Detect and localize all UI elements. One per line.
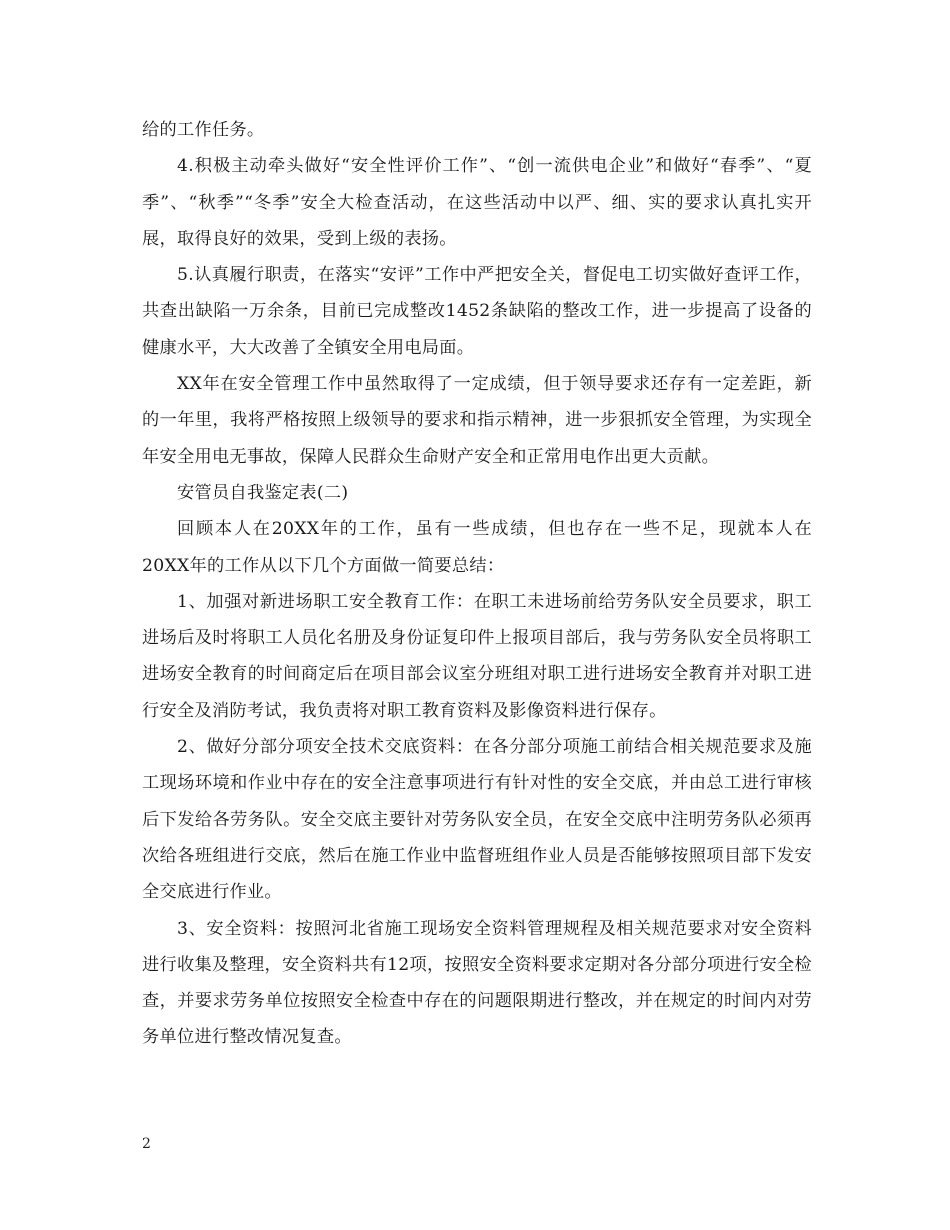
paragraph-item-4: 4.积极主动牵头做好“安全性评价工作”、“创一流供电企业”和做好“春季”、“夏季”、“秋季”“冬季”安全大检查活动，在这些活动中以严、细、实的要求认真扎实开展，取得良好的效果，受到上级的表扬。 bbox=[142, 156, 812, 249]
section-heading: 安管员自我鉴定表(二) bbox=[177, 482, 349, 503]
document-body bbox=[142, 112, 812, 1056]
paragraph-point-1: 1、加强对新进场职工安全教育工作：在职工未进场前给劳务队安全员要求，职工进场后及时将职工人员化名册及身份证复印件上报项目部后，我与劳务队安全员将职工进场安全教育的时间商定后在项目部会议室分班组对职工进行进场安全教育并对职工进行安全及消防考试，我负责将对职工教育资料及影像资料进行保存。 bbox=[142, 591, 812, 721]
page-number: 2 bbox=[142, 1136, 151, 1152]
paragraph-point-3: 3、安全资料：按照河北省施工现场安全资料管理规程及相关规范要求对安全资料进行收集及整理，安全资料共有12项，按照安全资料要求定期对各分部分项进行安全检查，并要求劳务单位按照安全检查中存在的问题限期进行整改，并在规定的时间内对劳务单位进行整改情况复查。 bbox=[142, 918, 812, 1048]
paragraph-intro: 回顾本人在20XX年的工作，虽有一些成绩，但也存在一些不足，现就本人在20XX年的工作从以下几个方面做一简要总结： bbox=[142, 519, 812, 576]
paragraph-conclusion: XX年在安全管理工作中虽然取得了一定成绩，但于领导要求还存有一定差距，新的一年里，我将严格按照上级领导的要求和指示精神，进一步狠抓安全管理，为实现全年安全用电无事故，保障人民群众生命财产安全和正常用电作出更大贡献。 bbox=[142, 374, 812, 467]
paragraph-continuation: 给的工作任务。 bbox=[142, 120, 265, 140]
paragraph-point-2: 2、做好分部分项安全技术交底资料：在各分部分项施工前结合相关规范要求及施工现场环境和作业中存在的安全注意事项进行有针对性的安全交底，并由总工进行审核后下发给各劳务队。安全交底主要针对劳务队安全员，在安全交底中注明劳务队必须再次给各班组进行交底，然后在施工作业中监督班组作业人员是否能够按照项目部下发安全交底进行作业。 bbox=[142, 737, 812, 903]
paragraph-item-5: 5.认真履行职责，在落实“安评”工作中严把安全关，督促电工切实做好查评工作，共查出缺陷一万余条，目前已完成整改1452条缺陷的整改工作，进一步提高了设备的健康水平，大大改善了全镇安全用电局面。 bbox=[142, 265, 812, 358]
